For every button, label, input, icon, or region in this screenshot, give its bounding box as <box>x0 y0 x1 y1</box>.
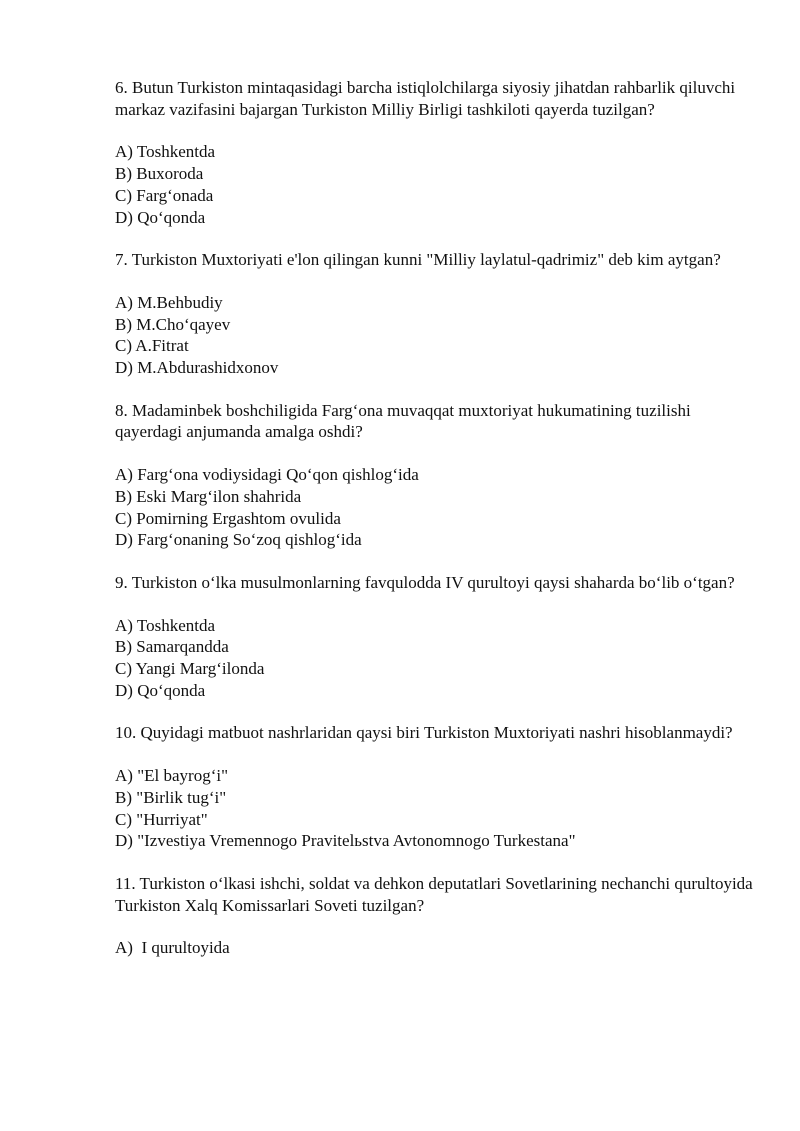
document-page <box>115 77 755 980</box>
answer-options <box>115 141 755 228</box>
answer-options <box>115 464 755 551</box>
option-d: D) "Izvestiya Vremennogo Pravitelьstva Avtonomnogo Turkestana" <box>115 831 576 851</box>
option-a: A) I qurultoyida <box>115 938 230 958</box>
option-a: A) "El bayrog‘i" <box>115 766 229 786</box>
question-text: 10. Quyidagi matbuot nashrlaridan qaysi biri Turkiston Muxtoriyati nashri hisoblanmaydi? <box>115 723 733 743</box>
option-b: B) Eski Marg‘ilon shahrida <box>115 486 302 506</box>
question-6 <box>115 77 755 228</box>
option-c: C) Yangi Marg‘ilonda <box>115 659 265 679</box>
option-b: B) M.Cho‘qayev <box>115 314 231 334</box>
question-7 <box>115 249 755 379</box>
option-b: B) Buxoroda <box>115 164 204 184</box>
option-b: B) "Birlik tug‘i" <box>115 787 227 807</box>
question-9 <box>115 572 755 702</box>
option-d: D) Farg‘onaning So‘zoq qishlog‘ida <box>115 530 362 550</box>
question-text: 6. Butun Turkiston mintaqasidagi barcha istiqlolchilarga siyosiy jihatdan rahbarlik qiluvchi markaz vazifasini bajargan Turkiston Milliy Birligi tashkiloti qayerda tuzilgan? <box>115 78 736 119</box>
option-c: C) Farg‘onada <box>115 185 214 205</box>
question-text: 11. Turkiston o‘lkasi ishchi, soldat va dehkon deputatlari Sovetlarining nechanchi qurultoyida Turkiston Xalq Komissarlari Soveti tuzilgan? <box>115 873 753 915</box>
answer-options <box>115 765 755 852</box>
option-d: D) Qo‘qonda <box>115 680 206 700</box>
option-a: A) Toshkentda <box>115 615 216 635</box>
option-c: C) "Hurriyat" <box>115 809 208 829</box>
question-10 <box>115 722 755 852</box>
question-11 <box>115 873 755 959</box>
option-c: C) A.Fitrat <box>115 336 189 356</box>
question-text: 8. Madaminbek boshchiligida Farg‘ona muvaqqat muxtoriyat hukumatining tuzilishi qayerdagi anjumanda amalga oshdi? <box>115 400 691 442</box>
option-d: D) M.Abdurashidxonov <box>115 358 279 378</box>
option-a: A) Toshkentda <box>115 142 216 162</box>
option-d: D) Qo‘qonda <box>115 207 206 227</box>
option-c: C) Pomirning Ergashtom ovulida <box>115 508 341 528</box>
option-a: A) M.Behbudiy <box>115 292 223 312</box>
option-b: B) Samarqandda <box>115 637 229 657</box>
question-text: 9. Turkiston o‘lka musulmonlarning favqulodda IV qurultoyi qaysi shaharda bo‘lib o‘tgan? <box>115 572 735 592</box>
answer-options <box>115 937 755 959</box>
question-text: 7. Turkiston Muxtoriyati e'lon qilingan kunni "Milliy laylatul-qadrimiz" deb kim aytgan? <box>115 250 721 270</box>
question-8 <box>115 400 755 551</box>
option-a: A) Farg‘ona vodiysidagi Qo‘qon qishlog‘ida <box>115 465 419 485</box>
answer-options <box>115 615 755 702</box>
answer-options <box>115 292 755 379</box>
